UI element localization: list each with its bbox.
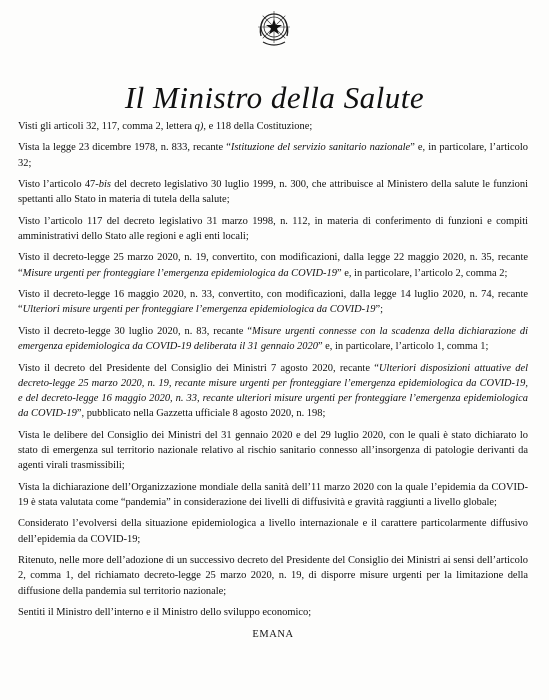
paragraph-text: Visto il decreto-legge 30 luglio 2020, n. 83, recante “ bbox=[18, 325, 252, 337]
paragraph-text: Vista la legge 23 dicembre 1978, n. 833, recante “ bbox=[18, 142, 231, 154]
paragraph-italic-text: Ulteriori disposizioni attuative del decreto-legge 25 marzo 2020, n. 19, recante misure urgenti per fronteggiare l’emergenza epidemiologica da COVID-19, e del decreto-legge 16 maggio 2020, n. 33, recante ulteriori misure urgenti per fronteggiare l’emergenza epidemiologica da COVID-19 bbox=[18, 362, 528, 420]
paragraph bbox=[18, 324, 528, 355]
paragraph-text: Considerato l’evolversi della situazione epidemiologica a livello internazionale e il carattere particolarmente diffusivo dell’epidemia da COVID-19; bbox=[18, 518, 528, 545]
paragraph-text: ”, pubblicato nella Gazzetta ufficiale 8 agosto 2020, n. 198; bbox=[76, 408, 326, 420]
italian-republic-emblem-icon bbox=[255, 8, 293, 50]
paragraph bbox=[18, 553, 528, 599]
paragraph bbox=[18, 516, 528, 547]
paragraph-text: Visti gli articoli 32, 117, comma 2, lettera bbox=[18, 121, 195, 132]
paragraph bbox=[18, 250, 528, 281]
paragraph bbox=[18, 480, 528, 511]
document-body bbox=[18, 119, 528, 648]
closing-emana: EMANA bbox=[252, 628, 294, 640]
paragraph-text: Sentiti il Ministro dell’interno e il Ministro dello sviluppo economico; bbox=[18, 607, 312, 619]
paragraph bbox=[18, 140, 528, 171]
paragraph-italic-text: Ulteriori misure urgenti per fronteggiare l’emergenza epidemiologica da COVID-19 bbox=[22, 304, 376, 316]
paragraph bbox=[18, 428, 528, 474]
paragraph-italic-text: Misure urgenti connesse con la scadenza della dichiarazione di emergenza epidemiologica da COVID-19 deliberata il 31 gennaio 2020 bbox=[18, 325, 528, 353]
paragraph-italic-text: Misure urgenti per fronteggiare l’emergenza epidemiologica da COVID-19 bbox=[22, 267, 337, 279]
paragraph-text: Vista le delibere del Consiglio dei Ministri del 31 gennaio 2020 e del 29 luglio 2020, con le quali è stato dichiarato lo stato di emergenza sul territorio nazionale relativo al rischio sanitario connesso all’insorgenza di patologie derivanti da agenti virali trasmissibili; bbox=[18, 429, 528, 472]
paragraph-text: Ritenuto, nelle more dell’adozione di un successivo decreto del Presidente del Consiglio dei Ministri ai sensi dell’articolo 2, comma 1, del richiamato decreto-legge 25 marzo 2020, n. 19, di disporre misure urgenti per la limitazione della diffusione della pandemia sul territorio nazionale; bbox=[18, 555, 528, 597]
paragraph-italic-text: Istituzione del servizio sanitario nazionale bbox=[230, 142, 411, 154]
paragraph-text: ” e, in particolare, l’articolo 32; bbox=[18, 142, 528, 169]
paragraph-text: Visto il decreto-legge 25 marzo 2020, n. 19, convertito, con modificazioni, dalla legge 22 maggio 2020, n. 35, recante “ bbox=[18, 252, 528, 279]
paragraph-text: del decreto legislativo 30 luglio 1999, n. 300, che attribuisce al Ministero della salute le funzioni spettanti allo Stato in materia di tutela della salute; bbox=[18, 179, 528, 206]
paragraph bbox=[18, 361, 528, 422]
paragraph bbox=[18, 214, 528, 245]
paragraph-text: Vista la dichiarazione dell’Organizzazione mondiale della sanità dell’11 marzo 2020 con la quale l’epidemia da COVID-19 è stata valutata come “pandemia” in considerazione dei livelli di diffusività e gravità raggiunti a livello globale; bbox=[18, 481, 528, 509]
paragraph-text: ” e, in particolare, l’articolo 2, comma 2; bbox=[336, 267, 508, 279]
paragraph-text: ”; bbox=[375, 304, 384, 316]
paragraph bbox=[18, 605, 528, 620]
paragraph bbox=[18, 177, 528, 208]
paragraph bbox=[18, 287, 528, 318]
paragraph-text: Visto l’articolo 47- bbox=[18, 179, 99, 191]
paragraph bbox=[18, 119, 528, 134]
paragraph-italic-text: bis bbox=[98, 179, 111, 191]
page-title: Il Ministro della Salute bbox=[124, 80, 425, 115]
paragraph-text: Visto l’articolo 117 del decreto legislativo 31 marzo 1998, n. 112, in materia di conferimento di funzioni e compiti amministrativi dello Stato alle regioni e agli enti locali; bbox=[18, 215, 528, 243]
paragraph-italic-text: q) bbox=[194, 121, 204, 132]
paragraph-text: Visto il decreto del Presidente del Consiglio dei Ministri 7 agosto 2020, recante “ bbox=[18, 362, 379, 374]
paragraph-text: , e 118 della Costituzione; bbox=[203, 121, 313, 132]
paragraph-text: Visto il decreto-legge 16 maggio 2020, n. 33, convertito, con modificazioni, dalla legge 14 luglio 2020, n. 74, recante “ bbox=[18, 289, 528, 316]
paragraph-text: ” e, in particolare, l’articolo 1, comma 1; bbox=[317, 341, 489, 353]
